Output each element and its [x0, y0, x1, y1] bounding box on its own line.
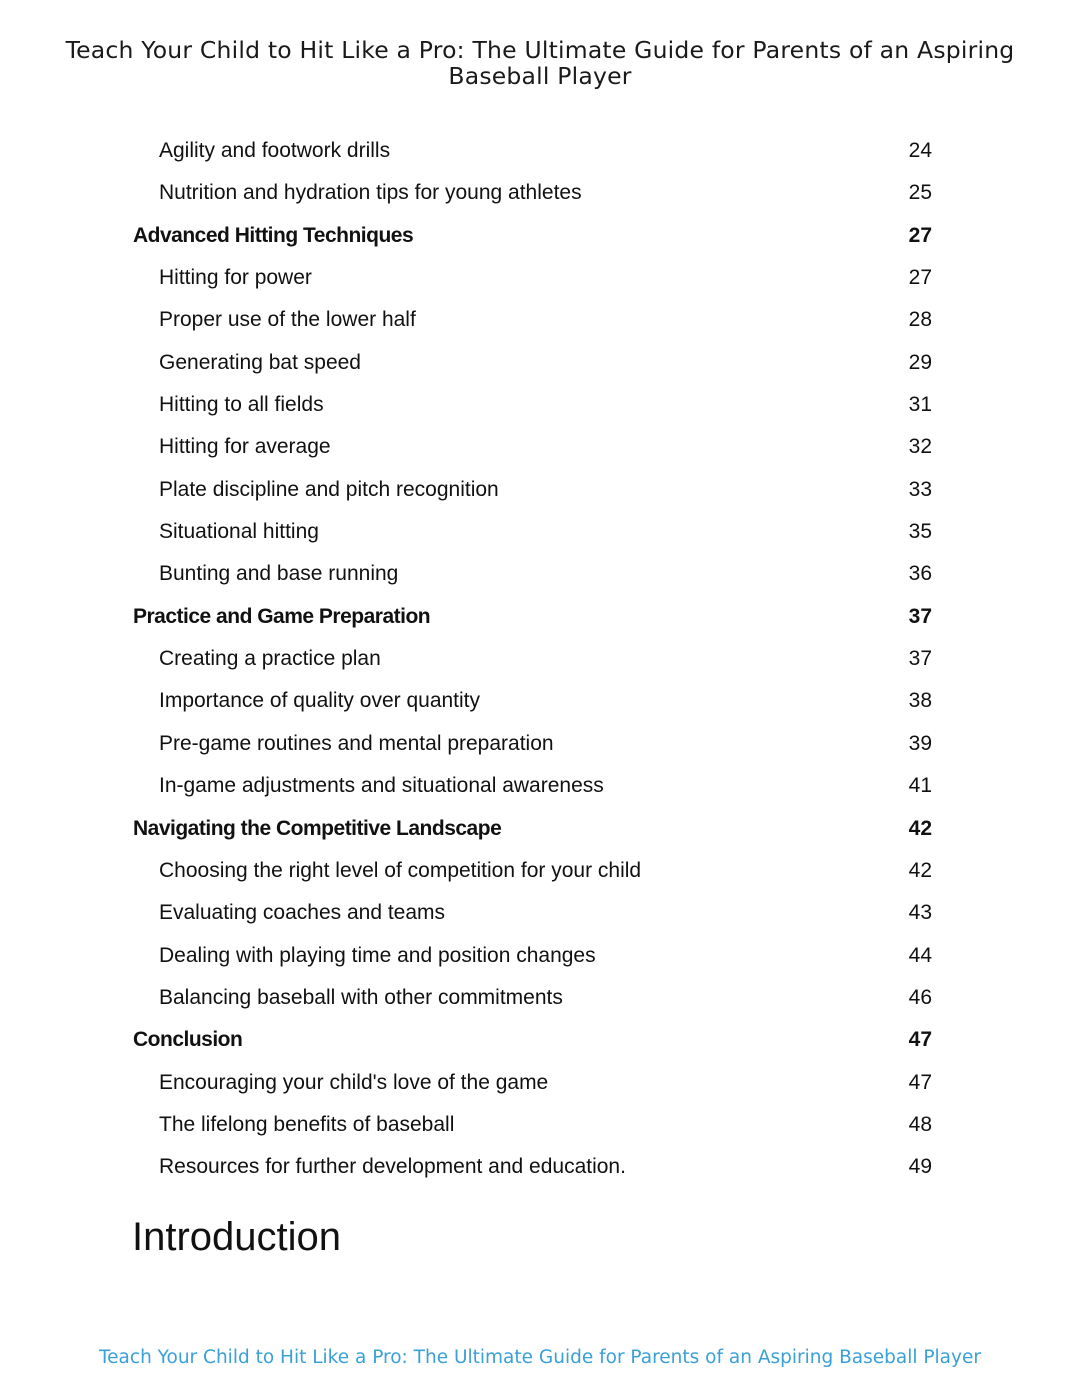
toc-entry-page-number: 42: [908, 816, 932, 840]
toc-entry-row[interactable]: [0, 129, 1080, 171]
toc-entry-label: Hitting for power: [159, 266, 312, 290]
toc-entry-label: Evaluating coaches and teams: [159, 901, 446, 925]
toc-entry-page-number: 37: [908, 647, 932, 671]
toc-entry-page-number: 36: [908, 562, 932, 586]
toc-entry-label: Advanced Hitting Techniques: [133, 223, 414, 247]
toc-entry-label: Creating a practice plan: [159, 647, 381, 671]
toc-entry-label: Balancing baseball with other commitments: [159, 985, 563, 1009]
toc-entry-row[interactable]: [0, 298, 1080, 340]
toc-entry-label: Navigating the Competitive Landscape: [133, 816, 502, 840]
toc-entry-label: Proper use of the lower half: [159, 308, 416, 332]
toc-entry-page-number: 49: [908, 1155, 932, 1179]
toc-entry-row[interactable]: [0, 679, 1080, 721]
toc-entry-label: Conclusion: [133, 1028, 243, 1052]
toc-entry-page-number: 37: [908, 604, 932, 628]
toc-entry-page-number: 29: [908, 350, 932, 374]
toc-entry-page-number: 35: [908, 520, 932, 544]
toc-entry-page-number: 43: [908, 901, 932, 925]
toc-entry-label: Dealing with playing time and position changes: [159, 943, 596, 967]
toc-chapter-row[interactable]: [0, 214, 1080, 256]
toc-chapter-row[interactable]: [0, 595, 1080, 637]
toc-entry-row[interactable]: [0, 171, 1080, 213]
toc-entry-label: Resources for further development and education.: [159, 1155, 626, 1179]
toc-entry-label: Agility and footwork drills: [159, 139, 391, 162]
toc-entry-row[interactable]: [0, 764, 1080, 806]
toc-chapter-row[interactable]: [0, 807, 1080, 849]
toc-entry-row[interactable]: [0, 510, 1080, 552]
toc-entry-label: Importance of quality over quantity: [159, 689, 481, 713]
page-header-line-2: Baseball Player: [448, 62, 632, 90]
toc-entry-row[interactable]: [0, 1061, 1080, 1103]
toc-entry-page-number: 42: [908, 858, 932, 882]
toc-entry-label: Plate discipline and pitch recognition: [159, 477, 499, 501]
toc-entry-page-number: 39: [908, 731, 932, 755]
toc-entry-label: Practice and Game Preparation: [133, 604, 431, 628]
toc-entry-row[interactable]: [0, 1103, 1080, 1145]
toc-entry-page-number: 47: [908, 1070, 932, 1094]
toc-entry-page-number: 38: [908, 689, 932, 713]
toc-entry-label: The lifelong benefits of baseball: [159, 1112, 455, 1136]
table-of-contents: [0, 129, 1080, 1188]
toc-entry-label: Encouraging your child's love of the game: [159, 1070, 549, 1094]
toc-entry-label: Hitting for average: [159, 435, 331, 459]
toc-entry-label: Pre-game routines and mental preparation: [159, 731, 554, 755]
toc-entry-label: In-game adjustments and situational awareness: [159, 774, 604, 798]
toc-entry-page-number: 27: [908, 266, 932, 290]
toc-entry-page-number: 27: [908, 223, 932, 247]
toc-entry-label: Hitting to all fields: [159, 393, 324, 417]
toc-entry-page-number: 32: [908, 435, 932, 459]
toc-entry-page-number: 33: [908, 477, 932, 501]
toc-entry-page-number: 28: [908, 308, 932, 332]
page-header-line-1: Teach Your Child to Hit Like a Pro: The Ultimate Guide for Parents of an Aspiring: [65, 36, 1015, 64]
toc-entry-row[interactable]: [0, 722, 1080, 764]
toc-entry-row[interactable]: [0, 552, 1080, 594]
toc-entry-row[interactable]: [0, 891, 1080, 933]
page-footer: Teach Your Child to Hit Like a Pro: The Ultimate Guide for Parents of an Aspiring Baseball Player: [99, 1347, 981, 1368]
toc-entry-row[interactable]: [0, 425, 1080, 467]
toc-entry-label: Choosing the right level of competition for your child: [159, 858, 642, 882]
toc-entry-row[interactable]: [0, 341, 1080, 383]
toc-entry-label: Nutrition and hydration tips for young athletes: [159, 181, 582, 205]
toc-entry-row[interactable]: [0, 383, 1080, 425]
toc-entry-page-number: 41: [908, 774, 932, 798]
toc-entry-page-number: 47: [908, 1028, 932, 1052]
toc-entry-row[interactable]: [0, 637, 1080, 679]
toc-entry-page-number: 24: [908, 139, 932, 162]
toc-entry-label: Bunting and base running: [159, 562, 399, 586]
toc-entry-row[interactable]: [0, 256, 1080, 298]
toc-entry-label: Generating bat speed: [159, 350, 361, 374]
toc-entry-page-number: 25: [908, 181, 932, 205]
toc-entry-label: Situational hitting: [159, 520, 319, 544]
toc-entry-row[interactable]: [0, 934, 1080, 976]
toc-entry-page-number: 31: [908, 393, 932, 417]
toc-entry-page-number: 44: [908, 943, 932, 967]
toc-chapter-row[interactable]: [0, 1018, 1080, 1060]
page-header: [40, 37, 1040, 89]
toc-entry-page-number: 48: [908, 1112, 932, 1136]
toc-entry-row[interactable]: [0, 468, 1080, 510]
toc-entry-row[interactable]: [0, 1145, 1080, 1187]
toc-entry-row[interactable]: [0, 849, 1080, 891]
section-heading-introduction: Introduction: [132, 1215, 342, 1259]
toc-entry-row[interactable]: [0, 976, 1080, 1018]
toc-entry-page-number: 46: [908, 985, 932, 1009]
